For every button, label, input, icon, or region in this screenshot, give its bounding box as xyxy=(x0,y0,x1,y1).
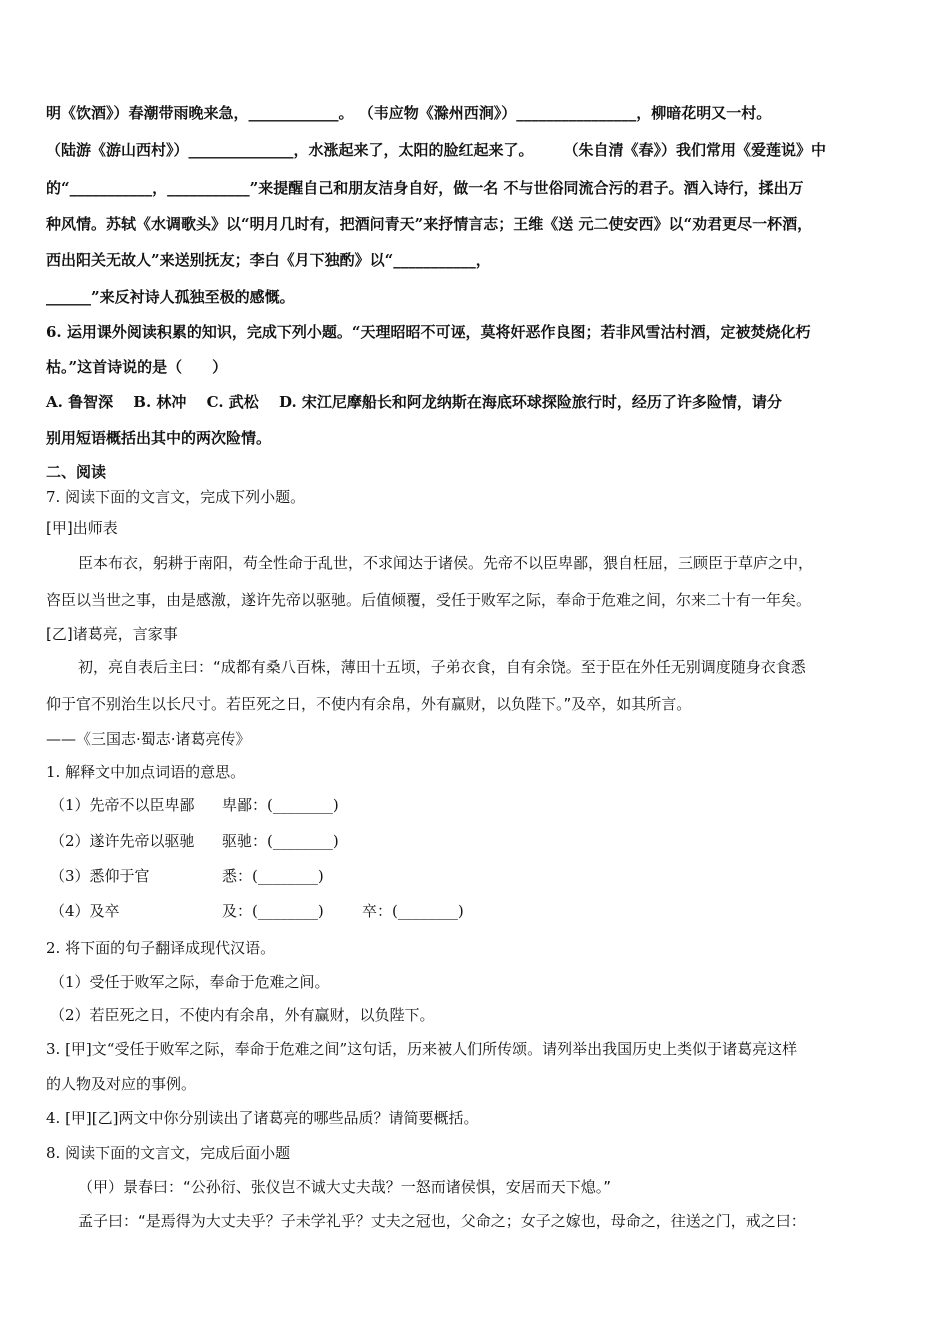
question-6-line-4: 别用短语概括出其中的两次险情。 xyxy=(46,429,272,447)
fill-blank-line-5: 西出阳关无故人”来送别抚友；李白《月下独酌》以“___________， xyxy=(46,251,491,269)
fill-blank-line-1: 明《饮酒》）春潮带雨晚来急，____________。 （韦应物《滁州西涧》）________________，柳暗花明又一村。 xyxy=(46,104,772,122)
passage-yi-line-2: 仰于官不别治生以长尺寸。若臣死之日，不使内有余帛，外有赢财，以负陛下。”及卒，如其所言。 xyxy=(46,695,692,713)
fill-blank-line-6: ______”来反衬诗人孤独至极的感慨。 xyxy=(46,288,295,306)
subquestion-3-line-2: 的人物及对应的事例。 xyxy=(46,1075,197,1093)
passage-jia-line-1: 臣本布衣，躬耕于南阳，苟全性命于乱世，不求闻达于诸侯。先帝不以臣卑鄙，猥自枉屈，三顾臣于草庐之中， xyxy=(78,554,814,572)
section-title: 二、阅读 xyxy=(46,463,107,481)
question-6-line-1: 6. 运用课外阅读积累的知识，完成下列小题。“天理昭昭不可诬，莫将奸恶作良图；若非风雪沽村酒，定被焚烧化朽 xyxy=(46,323,811,341)
question-6-line-2: 枯。”这首诗说的是（ ） xyxy=(46,358,228,376)
word-3-blank: 悉：(________) xyxy=(222,867,324,885)
passage-8-mengzi: 孟子曰：“是焉得为大丈夫乎？子未学礼乎？丈夫之冠也，父命之；女子之嫁也，母命之，往送之门，戒之曰： xyxy=(78,1212,806,1230)
question-8-intro: 8. 阅读下面的文言文，完成后面小题 xyxy=(46,1144,291,1162)
translate-1: （1）受任于败军之际，奉命于危难之间。 xyxy=(50,973,330,991)
passage-jia-title: [甲]出师表 xyxy=(46,519,118,537)
word-1-blank: 卑鄙：(________) xyxy=(222,796,339,814)
passage-yi-line-1: 初，亮自表后主曰：“成都有桑八百株，薄田十五顷，子弟衣食，自有余饶。至于臣在外任无别调度随身衣食悉 xyxy=(78,658,806,676)
word-4-blank-b: 卒：(________) xyxy=(362,902,464,920)
word-3: （3）悉仰于官 xyxy=(50,867,150,885)
word-1: （1）先帝不以臣卑鄙 xyxy=(50,796,195,814)
subquestion-1: 1. 解释文中加点词语的意思。 xyxy=(46,763,246,781)
subquestion-4: 4. [甲][乙]两文中你分别读出了诸葛亮的哪些品质？请简要概括。 xyxy=(46,1109,479,1127)
question-6-options: A. 鲁智深 B. 林冲 C. 武松 D. 宋江尼摩船长和阿龙纳斯在海底环球探险旅行时，经历了许多险情，请分 xyxy=(46,393,782,411)
question-7-intro: 7. 阅读下面的文言文，完成下列小题。 xyxy=(46,488,306,506)
word-2: （2）遂许先帝以驱驰 xyxy=(50,832,195,850)
passage-source: ——《三国志·蜀志·诸葛亮传》 xyxy=(46,730,251,748)
word-2-blank: 驱驰：(________) xyxy=(222,832,339,850)
translate-2: （2）若臣死之日，不使内有余帛，外有赢财，以负陛下。 xyxy=(50,1006,435,1024)
fill-blank-line-2: （陆游《游山西村》）______________，水涨起来了，太阳的脸红起来了。 （朱自清《春》）我们常用《爱莲说》中 xyxy=(46,141,827,159)
subquestion-2: 2. 将下面的句子翻译成现代汉语。 xyxy=(46,939,276,957)
subquestion-3-line-1: 3. [甲]文“受任于败军之际，奉命于危难之间”这句话，历来被人们所传颂。请列举出我国历史上类似于诸葛亮这样 xyxy=(46,1040,798,1058)
fill-blank-line-3: 的“___________，___________”来提醒自己和朋友洁身自好，做一名 不与世俗同流合污的君子。酒入诗行，揉出万 xyxy=(46,179,804,197)
passage-8-jia: （甲）景春曰：“公孙衍、张仪岂不诚大丈夫哉？一怒而诸侯惧，安居而天下熄。” xyxy=(78,1178,612,1196)
word-4: （4）及卒 xyxy=(50,902,120,920)
passage-jia-line-2: 咨臣以当世之事，由是感激，遂许先帝以驱驰。后值倾覆，受任于败军之际，奉命于危难之间，尔来二十有一年矣。 xyxy=(46,591,812,609)
fill-blank-line-4: 种风情。苏轼《水调歌头》以“明月几时有，把酒问青天”来抒情言志；王维《送 元二使安西》以“劝君更尽一杯酒， xyxy=(46,215,813,233)
word-4-blank-a: 及：(________) xyxy=(222,902,324,920)
passage-yi-title: [乙]诸葛亮，言家事 xyxy=(46,625,178,643)
